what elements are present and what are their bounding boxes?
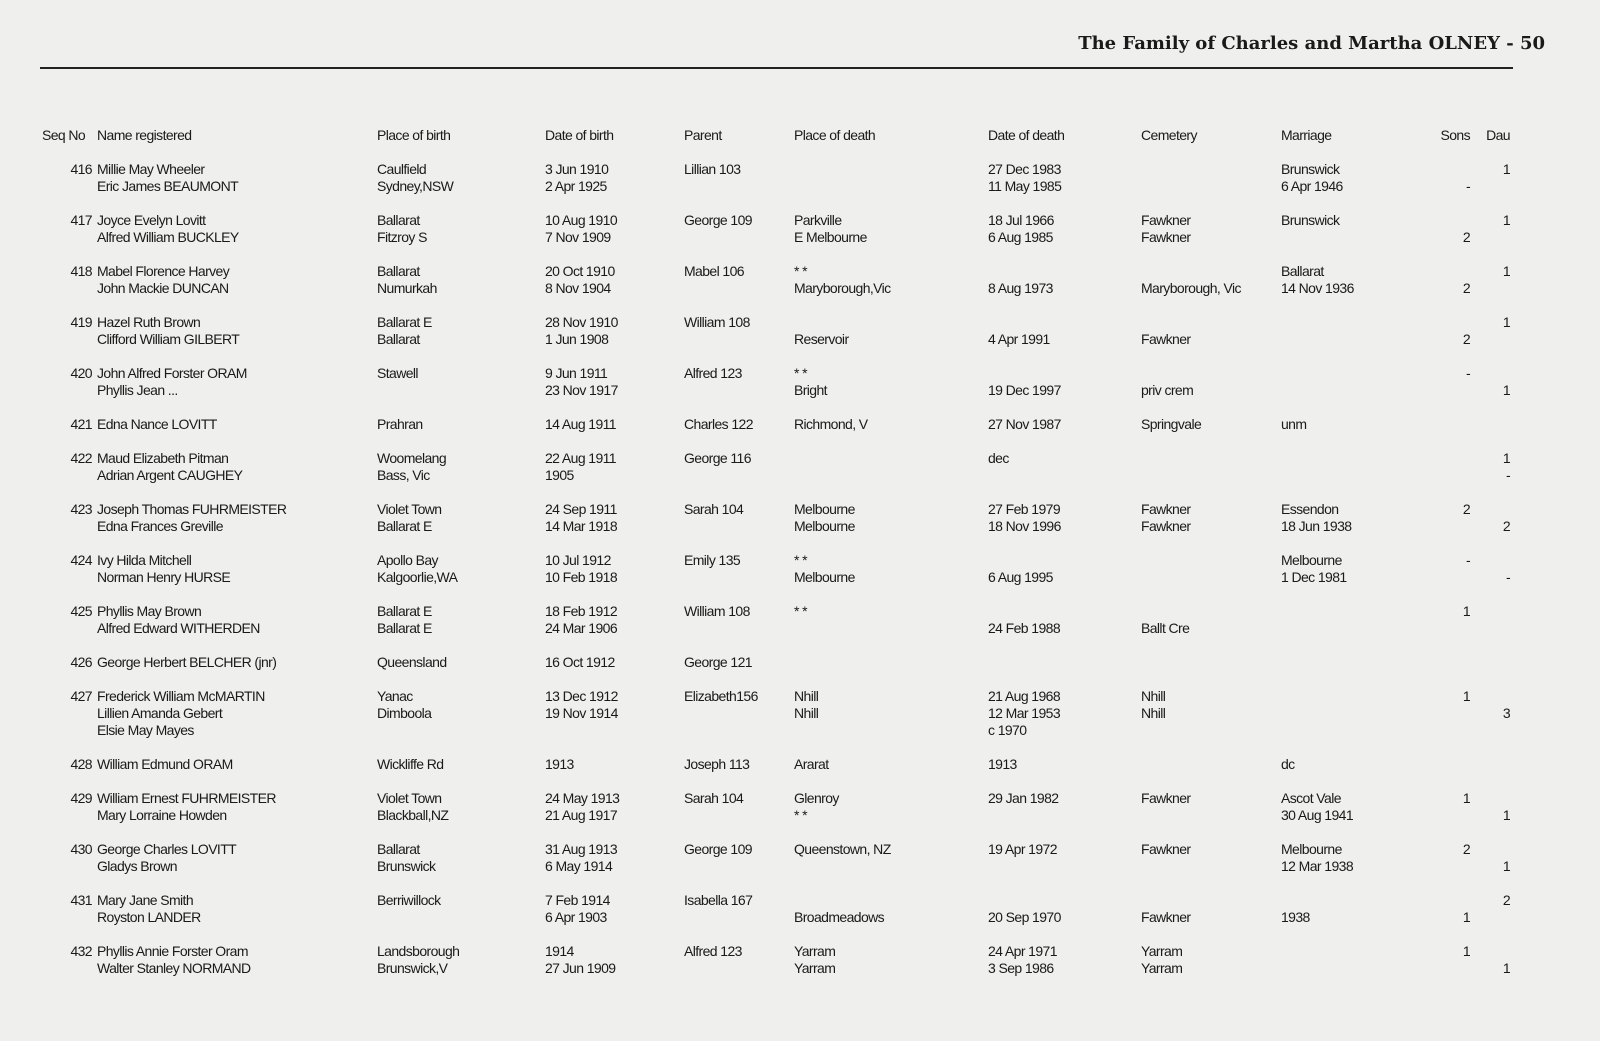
header-place-of-death: Place of death [794, 127, 876, 143]
cell-date-of-death: 6 Aug 1985 [988, 229, 1053, 245]
header-place-of-birth: Place of birth [377, 127, 451, 143]
cell-date-of-death: 3 Sep 1986 [988, 960, 1054, 976]
record-spouse-line [0, 909, 1600, 926]
cell-daughters: 1 [1502, 807, 1510, 823]
record-spouse-line [0, 467, 1600, 484]
cell-place-of-death: Richmond, V [794, 416, 868, 432]
record-primary-line [0, 263, 1600, 280]
header-date-of-death: Date of death [988, 127, 1065, 143]
cell-place-of-death: E Melbourne [794, 229, 867, 245]
cell-parent: Alfred 123 [684, 365, 742, 381]
cell-place-of-birth: Bass, Vic [377, 467, 430, 483]
cell-seq-no: 428 [70, 756, 92, 772]
cell-parent: Sarah 104 [684, 790, 744, 806]
cell-seq-no: 431 [70, 892, 92, 908]
family-record [0, 552, 1600, 586]
cell-place-of-birth: Berriwillock [377, 892, 441, 908]
cell-place-of-death: Nhill [794, 705, 819, 721]
cell-marriage: Essendon [1281, 501, 1339, 517]
cell-name: Norman Henry HURSE [97, 569, 231, 585]
cell-date-of-death: c 1970 [988, 722, 1027, 738]
cell-cemetery: Fawkner [1141, 841, 1191, 857]
cell-daughters: 1 [1502, 858, 1510, 874]
cell-name: John Mackie DUNCAN [97, 280, 229, 296]
cell-seq-no: 424 [70, 552, 92, 568]
cell-parent: George 109 [684, 212, 752, 228]
cell-name: Clifford William GILBERT [97, 331, 240, 347]
record-primary-line [0, 943, 1600, 960]
cell-seq-no: 427 [70, 688, 92, 704]
cell-place-of-birth: Ballarat E [377, 518, 432, 534]
cell-place-of-birth: Landsborough [377, 943, 460, 959]
cell-place-of-birth: Yanac [377, 688, 413, 704]
cell-daughters: - [1505, 569, 1510, 585]
cell-cemetery: Fawkner [1141, 518, 1191, 534]
cell-name: Joseph Thomas FUHRMEISTER [97, 501, 287, 517]
cell-date-of-birth: 6 Apr 1903 [545, 909, 607, 925]
cell-place-of-death: Melbourne [794, 501, 855, 517]
cell-date-of-death: 18 Jul 1966 [988, 212, 1054, 228]
cell-date-of-birth: 31 Aug 1913 [545, 841, 618, 857]
cell-date-of-birth: 1905 [545, 467, 574, 483]
record-primary-line [0, 756, 1600, 773]
cell-place-of-birth: Blackball,NZ [377, 807, 449, 823]
cell-parent: William 108 [684, 603, 750, 619]
record-primary-line [0, 212, 1600, 229]
cell-date-of-birth: 3 Jun 1910 [545, 161, 609, 177]
cell-place-of-birth: Woomelang [377, 450, 447, 466]
record-spouse-line [0, 178, 1600, 195]
cell-seq-no: 418 [70, 263, 92, 279]
cell-date-of-birth: 27 Jun 1909 [545, 960, 616, 976]
cell-place-of-death: * * [794, 603, 807, 619]
cell-cemetery: Fawkner [1141, 501, 1191, 517]
record-primary-line [0, 161, 1600, 178]
cell-date-of-death: 19 Apr 1972 [988, 841, 1057, 857]
cell-parent: Isabella 167 [684, 892, 753, 908]
cell-name: Edna Frances Greville [97, 518, 223, 534]
column-headers [0, 127, 1600, 144]
cell-date-of-birth: 23 Nov 1917 [545, 382, 618, 398]
cell-place-of-birth: Fitzroy S [377, 229, 427, 245]
cell-place-of-birth: Brunswick,V [377, 960, 448, 976]
cell-date-of-birth: 20 Oct 1910 [545, 263, 615, 279]
cell-parent: Charles 122 [684, 416, 753, 432]
cell-place-of-death: Melbourne [794, 569, 855, 585]
cell-date-of-birth: 19 Nov 1914 [545, 705, 618, 721]
cell-date-of-death: 27 Dec 1983 [988, 161, 1061, 177]
cell-date-of-birth: 8 Nov 1904 [545, 280, 611, 296]
family-record [0, 841, 1600, 875]
cell-place-of-death: Ararat [794, 756, 829, 772]
family-record [0, 161, 1600, 195]
cell-place-of-death: Queenstown, NZ [794, 841, 891, 857]
page-title: The Family of Charles and Martha OLNEY - 50 [1078, 33, 1545, 54]
cell-place-of-death: Reservoir [794, 331, 849, 347]
cell-name: Adrian Argent CAUGHEY [97, 467, 243, 483]
cell-cemetery: Yarram [1141, 943, 1183, 959]
cell-marriage: Ascot Vale [1281, 790, 1341, 806]
cell-marriage: 18 Jun 1938 [1281, 518, 1352, 534]
cell-daughters: 1 [1502, 960, 1510, 976]
cell-marriage: 14 Nov 1936 [1281, 280, 1354, 296]
cell-place-of-birth: Kalgoorlie,WA [377, 569, 458, 585]
cell-sons: - [1465, 178, 1470, 194]
cell-place-of-birth: Stawell [377, 365, 418, 381]
cell-marriage: 1938 [1281, 909, 1310, 925]
cell-date-of-birth: 14 Aug 1911 [545, 416, 616, 432]
cell-name: Mary Jane Smith [97, 892, 194, 908]
cell-name: Ivy Hilda Mitchell [97, 552, 192, 568]
record-primary-line [0, 501, 1600, 518]
cell-seq-no: 432 [70, 943, 92, 959]
cell-seq-no: 419 [70, 314, 92, 330]
cell-daughters: - [1505, 467, 1510, 483]
record-spouse-line [0, 722, 1600, 739]
cell-marriage: 12 Mar 1938 [1281, 858, 1354, 874]
cell-cemetery: Fawkner [1141, 212, 1191, 228]
cell-name: Phyllis Annie Forster Oram [97, 943, 248, 959]
record-spouse-line [0, 807, 1600, 824]
cell-date-of-death: 6 Aug 1995 [988, 569, 1053, 585]
cell-place-of-birth: Ballarat E [377, 314, 432, 330]
header-cemetery: Cemetery [1141, 127, 1197, 143]
cell-cemetery: Fawkner [1141, 229, 1191, 245]
cell-date-of-death: 12 Mar 1953 [988, 705, 1061, 721]
cell-date-of-death: 27 Feb 1979 [988, 501, 1061, 517]
cell-place-of-death: Broadmeadows [794, 909, 885, 925]
cell-name: William Ernest FUHRMEISTER [97, 790, 276, 806]
cell-date-of-death: 18 Nov 1996 [988, 518, 1061, 534]
header-seq-no: Seq No [42, 127, 86, 143]
cell-sons: 1 [1462, 603, 1470, 619]
cell-sons: - [1465, 365, 1470, 381]
record-primary-line [0, 790, 1600, 807]
cell-date-of-death: 29 Jan 1982 [988, 790, 1059, 806]
record-spouse-line [0, 960, 1600, 977]
cell-daughters: 2 [1502, 892, 1510, 908]
cell-marriage: dc [1281, 756, 1295, 772]
record-primary-line [0, 552, 1600, 569]
cell-name: John Alfred Forster ORAM [97, 365, 247, 381]
cell-marriage: 30 Aug 1941 [1281, 807, 1354, 823]
cell-name: Lillien Amanda Gebert [97, 705, 223, 721]
cell-date-of-death: 19 Dec 1997 [988, 382, 1061, 398]
cell-parent: Joseph 113 [684, 756, 750, 772]
cell-daughters: 1 [1502, 212, 1510, 228]
cell-parent: George 109 [684, 841, 752, 857]
cell-parent: Sarah 104 [684, 501, 744, 517]
cell-date-of-birth: 16 Oct 1912 [545, 654, 615, 670]
cell-name: Mary Lorraine Howden [97, 807, 227, 823]
cell-sons: 1 [1462, 688, 1470, 704]
cell-sons: 1 [1462, 943, 1470, 959]
record-primary-line [0, 603, 1600, 620]
cell-date-of-death: 24 Apr 1971 [988, 943, 1057, 959]
record-primary-line [0, 841, 1600, 858]
cell-name: George Charles LOVITT [97, 841, 237, 857]
cell-date-of-birth: 7 Feb 1914 [545, 892, 610, 908]
cell-sons: 2 [1462, 501, 1470, 517]
record-primary-line [0, 450, 1600, 467]
cell-parent: Emily 135 [684, 552, 741, 568]
cell-cemetery: Fawkner [1141, 331, 1191, 347]
cell-place-of-birth: Violet Town [377, 790, 442, 806]
cell-name: Mabel Florence Harvey [97, 263, 230, 279]
family-record [0, 263, 1600, 297]
cell-date-of-death: 4 Apr 1991 [988, 331, 1050, 347]
cell-seq-no: 417 [70, 212, 92, 228]
cell-marriage: Ballarat [1281, 263, 1324, 279]
cell-parent: Mabel 106 [684, 263, 744, 279]
family-record [0, 790, 1600, 824]
cell-date-of-death: 11 May 1985 [988, 178, 1062, 194]
cell-date-of-birth: 10 Jul 1912 [545, 552, 611, 568]
cell-place-of-birth: Dimboola [377, 705, 432, 721]
cell-name: George Herbert BELCHER (jnr) [97, 654, 277, 670]
cell-date-of-birth: 1914 [545, 943, 574, 959]
cell-daughters: 1 [1502, 161, 1510, 177]
cell-seq-no: 421 [70, 416, 92, 432]
cell-place-of-death: * * [794, 365, 807, 381]
cell-date-of-birth: 9 Jun 1911 [545, 365, 608, 381]
cell-sons: 2 [1462, 841, 1470, 857]
family-record [0, 756, 1600, 773]
cell-place-of-birth: Queensland [377, 654, 447, 670]
cell-seq-no: 426 [70, 654, 92, 670]
cell-seq-no: 425 [70, 603, 92, 619]
cell-name: Alfred Edward WITHERDEN [97, 620, 260, 636]
cell-cemetery: priv crem [1141, 382, 1194, 398]
cell-parent: Lillian 103 [684, 161, 741, 177]
cell-place-of-death: Yarram [794, 943, 836, 959]
cell-place-of-birth: Numurkah [377, 280, 437, 296]
cell-date-of-birth: 13 Dec 1912 [545, 688, 618, 704]
record-spouse-line [0, 705, 1600, 722]
cell-daughters: 1 [1502, 263, 1510, 279]
cell-place-of-birth: Caulfield [377, 161, 427, 177]
family-record [0, 314, 1600, 348]
cell-name: Maud Elizabeth Pitman [97, 450, 229, 466]
family-record [0, 943, 1600, 977]
cell-sons: 2 [1462, 331, 1470, 347]
cell-date-of-death: 21 Aug 1968 [988, 688, 1061, 704]
cell-parent: William 108 [684, 314, 750, 330]
cell-name: Walter Stanley NORMAND [97, 960, 251, 976]
cell-date-of-birth: 6 May 1914 [545, 858, 613, 874]
cell-date-of-birth: 24 May 1913 [545, 790, 620, 806]
cell-name: Phyllis May Brown [97, 603, 202, 619]
cell-place-of-death: * * [794, 807, 807, 823]
cell-place-of-birth: Ballarat [377, 212, 420, 228]
cell-place-of-birth: Prahran [377, 416, 423, 432]
cell-name: William Edmund ORAM [97, 756, 233, 772]
cell-marriage: Brunswick [1281, 212, 1340, 228]
cell-cemetery: Springvale [1141, 416, 1202, 432]
cell-parent: George 121 [684, 654, 752, 670]
cell-cemetery: Yarram [1141, 960, 1183, 976]
cell-date-of-birth: 14 Mar 1918 [545, 518, 618, 534]
header-daughters: Dau [1486, 127, 1510, 143]
cell-sons: 1 [1462, 790, 1470, 806]
record-spouse-line [0, 331, 1600, 348]
cell-date-of-birth: 24 Sep 1911 [545, 501, 617, 517]
record-primary-line [0, 654, 1600, 671]
cell-seq-no: 416 [70, 161, 92, 177]
cell-name: Millie May Wheeler [97, 161, 205, 177]
record-primary-line [0, 416, 1600, 433]
cell-daughters: 2 [1502, 518, 1510, 534]
cell-marriage: Brunswick [1281, 161, 1340, 177]
record-spouse-line [0, 569, 1600, 586]
family-record [0, 416, 1600, 433]
cell-name: Elsie May Mayes [97, 722, 194, 738]
cell-date-of-birth: 21 Aug 1917 [545, 807, 618, 823]
cell-date-of-birth: 24 Mar 1906 [545, 620, 618, 636]
record-spouse-line [0, 280, 1600, 297]
family-record [0, 212, 1600, 246]
cell-place-of-death: Parkville [794, 212, 842, 228]
family-record [0, 603, 1600, 637]
cell-name: Alfred William BUCKLEY [97, 229, 239, 245]
cell-place-of-birth: Sydney,NSW [377, 178, 454, 194]
cell-name: Frederick William McMARTIN [97, 688, 265, 704]
family-record [0, 654, 1600, 671]
cell-date-of-death: 24 Feb 1988 [988, 620, 1061, 636]
cell-date-of-death: 8 Aug 1973 [988, 280, 1053, 296]
cell-daughters: 1 [1502, 382, 1510, 398]
header-sons: Sons [1440, 127, 1470, 143]
cell-date-of-death: 27 Nov 1987 [988, 416, 1061, 432]
cell-date-of-birth: 28 Nov 1910 [545, 314, 618, 330]
cell-place-of-birth: Ballarat [377, 331, 420, 347]
record-spouse-line [0, 229, 1600, 246]
cell-date-of-death: dec [988, 450, 1009, 466]
cell-name: Edna Nance LOVITT [97, 416, 217, 432]
header-parent: Parent [684, 127, 722, 143]
record-primary-line [0, 314, 1600, 331]
cell-place-of-birth: Apollo Bay [377, 552, 438, 568]
cell-daughters: 1 [1502, 314, 1510, 330]
cell-cemetery: Nhill [1141, 705, 1166, 721]
cell-place-of-birth: Ballarat E [377, 603, 432, 619]
cell-marriage: 1 Dec 1981 [1281, 569, 1347, 585]
cell-marriage: Melbourne [1281, 841, 1342, 857]
cell-seq-no: 429 [70, 790, 92, 806]
cell-sons: 2 [1462, 229, 1470, 245]
cell-seq-no: 430 [70, 841, 92, 857]
header-marriage: Marriage [1281, 127, 1332, 143]
family-record [0, 450, 1600, 484]
cell-sons: 2 [1462, 280, 1470, 296]
family-records [0, 161, 1600, 994]
cell-date-of-birth: 10 Aug 1910 [545, 212, 618, 228]
family-record [0, 892, 1600, 926]
cell-place-of-birth: Ballarat [377, 841, 420, 857]
cell-place-of-death: Melbourne [794, 518, 855, 534]
cell-date-of-birth: 18 Feb 1912 [545, 603, 618, 619]
header-rule [40, 67, 1513, 69]
cell-name: Royston LANDER [97, 909, 201, 925]
cell-place-of-death: * * [794, 552, 807, 568]
family-record [0, 688, 1600, 739]
cell-date-of-birth: 2 Apr 1925 [545, 178, 607, 194]
family-record [0, 365, 1600, 399]
cell-place-of-birth: Violet Town [377, 501, 442, 517]
header-name: Name registered [97, 127, 192, 143]
cell-marriage: 6 Apr 1946 [1281, 178, 1343, 194]
header-date-of-birth: Date of birth [545, 127, 614, 143]
cell-date-of-birth: 22 Aug 1911 [545, 450, 616, 466]
cell-cemetery: Ballt Cre [1141, 620, 1190, 636]
cell-place-of-death: Bright [794, 382, 827, 398]
cell-name: Eric James BEAUMONT [97, 178, 239, 194]
cell-place-of-death: Yarram [794, 960, 836, 976]
family-record [0, 501, 1600, 535]
cell-place-of-birth: Ballarat [377, 263, 420, 279]
cell-daughters: 1 [1502, 450, 1510, 466]
record-spouse-line [0, 518, 1600, 535]
record-spouse-line [0, 382, 1600, 399]
cell-place-of-birth: Ballarat E [377, 620, 432, 636]
cell-date-of-death: 1913 [988, 756, 1017, 772]
cell-daughters: 3 [1502, 705, 1510, 721]
cell-parent: Elizabeth156 [684, 688, 758, 704]
cell-seq-no: 420 [70, 365, 92, 381]
cell-date-of-birth: 10 Feb 1918 [545, 569, 618, 585]
record-primary-line [0, 365, 1600, 382]
cell-name: Gladys Brown [97, 858, 177, 874]
cell-seq-no: 422 [70, 450, 92, 466]
record-spouse-line [0, 620, 1600, 637]
cell-marriage: unm [1281, 416, 1307, 432]
cell-place-of-death: Glenroy [794, 790, 839, 806]
cell-place-of-birth: Brunswick [377, 858, 436, 874]
cell-name: Hazel Ruth Brown [97, 314, 201, 330]
cell-sons: 1 [1462, 909, 1470, 925]
cell-place-of-death: * * [794, 263, 807, 279]
cell-cemetery: Fawkner [1141, 790, 1191, 806]
cell-date-of-birth: 1913 [545, 756, 574, 772]
cell-cemetery: Fawkner [1141, 909, 1191, 925]
cell-cemetery: Nhill [1141, 688, 1166, 704]
record-primary-line [0, 892, 1600, 909]
cell-name: Phyllis Jean ... [97, 382, 178, 398]
cell-marriage: Melbourne [1281, 552, 1342, 568]
cell-sons: - [1465, 552, 1470, 568]
cell-cemetery: Maryborough, Vic [1141, 280, 1241, 296]
cell-date-of-birth: 1 Jun 1908 [545, 331, 609, 347]
cell-parent: Alfred 123 [684, 943, 742, 959]
cell-date-of-death: 20 Sep 1970 [988, 909, 1061, 925]
record-primary-line [0, 688, 1600, 705]
cell-place-of-death: Maryborough,Vic [794, 280, 891, 296]
cell-parent: George 116 [684, 450, 751, 466]
cell-name: Joyce Evelyn Lovitt [97, 212, 206, 228]
cell-place-of-birth: Wickliffe Rd [377, 756, 444, 772]
cell-place-of-death: Nhill [794, 688, 819, 704]
cell-seq-no: 423 [70, 501, 92, 517]
cell-date-of-birth: 7 Nov 1909 [545, 229, 611, 245]
record-spouse-line [0, 858, 1600, 875]
